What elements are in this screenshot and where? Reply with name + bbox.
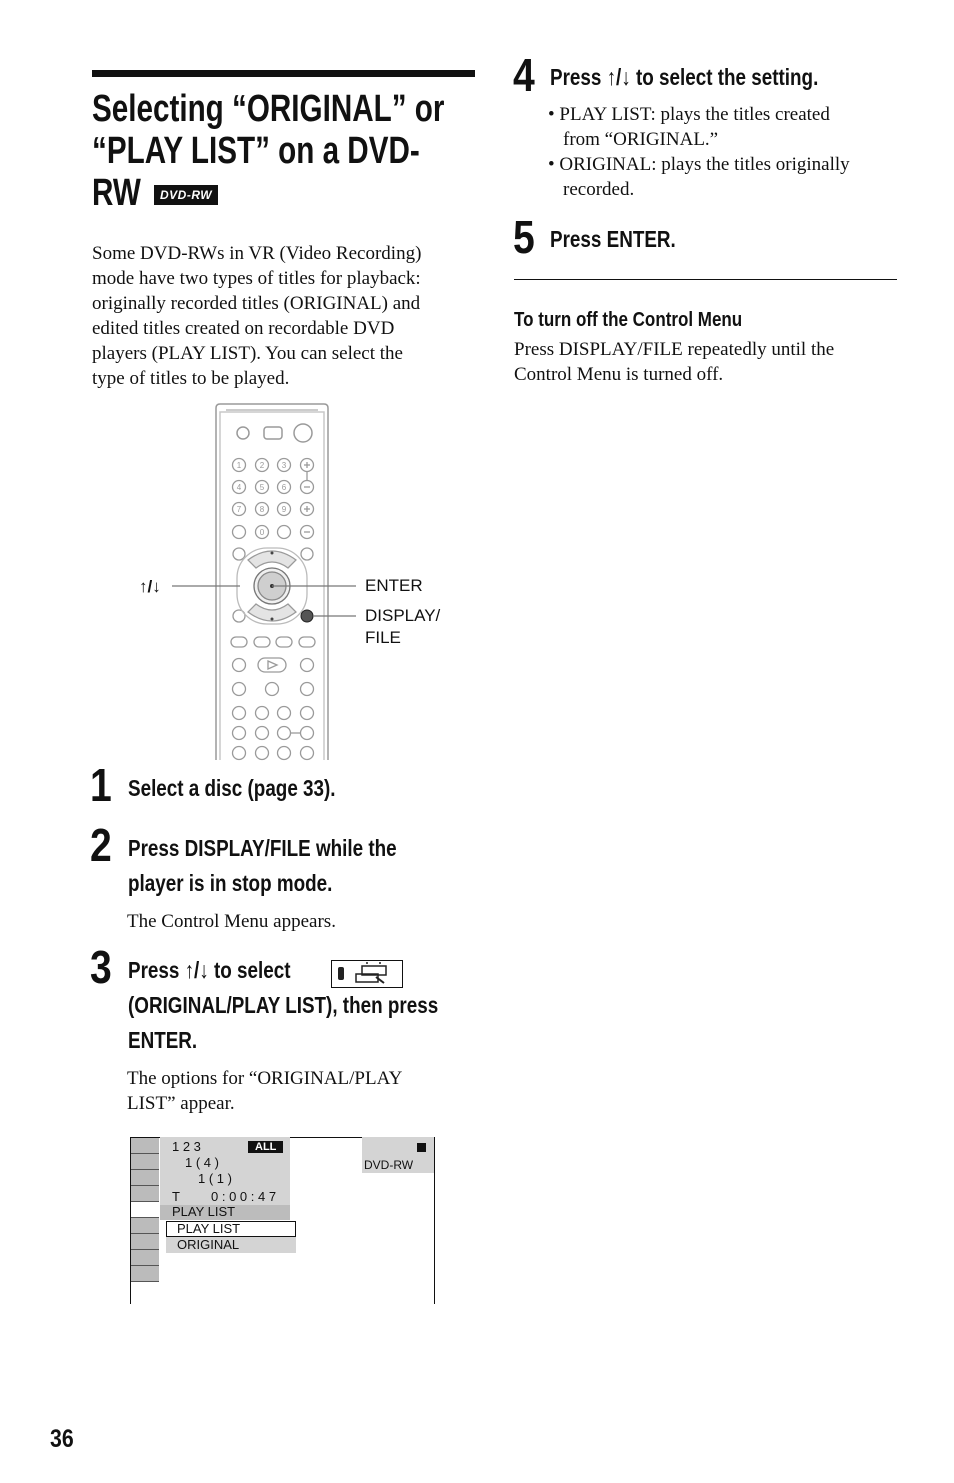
- step-2-line-1: Press DISPLAY/FILE while the: [128, 835, 397, 861]
- step-3-line-2: (ORIGINAL/PLAY LIST), then press: [128, 992, 439, 1018]
- step-4-bullets: [548, 102, 908, 202]
- step-1-number: 1: [90, 759, 112, 811]
- bullet-line: from “ORIGINAL.”: [563, 129, 719, 150]
- page-title-line-3: RW: [92, 172, 141, 214]
- display-label-line: DISPLAY/: [365, 606, 441, 625]
- digit-label: 5: [259, 483, 265, 492]
- step-5-text: Press ENTER.: [550, 226, 676, 252]
- page-title-line-2: “PLAY LIST” on a DVD-: [92, 130, 420, 172]
- osd-option-play-list[interactable]: PLAY LIST: [166, 1221, 296, 1237]
- step-3-line-3: ENTER.: [128, 1027, 198, 1053]
- digit-label: 2: [259, 461, 265, 470]
- step-3-note: [127, 1066, 402, 1116]
- digit-label: 7: [236, 505, 242, 514]
- digit-label: 8: [259, 505, 265, 514]
- turn-off-heading: To turn off the Control Menu: [514, 309, 743, 331]
- step-5-number: 5: [513, 211, 535, 263]
- intro-line: mode have two types of titles for playback:: [92, 268, 421, 289]
- digit-label: 0: [259, 528, 265, 537]
- page-number: 36: [50, 1425, 74, 1453]
- digit-label: 6: [281, 483, 287, 492]
- digit-label: 3: [281, 461, 287, 470]
- turn-off-text: [514, 337, 904, 387]
- osd-row-4a: T: [172, 1189, 180, 1204]
- step-3-line-1: Press ↑/↓ to select: [128, 957, 291, 983]
- turn-off-line: Press DISPLAY/FILE repeatedly until the: [514, 339, 835, 360]
- intro-line: Some DVD-RWs in VR (Video Recording): [92, 243, 422, 264]
- bullet-line: • ORIGINAL: plays the titles originally: [548, 154, 850, 175]
- digit-label: 1: [236, 461, 242, 470]
- bullet-line: • PLAY LIST: plays the titles created: [548, 104, 830, 125]
- page-title-line-1: Selecting “ORIGINAL” or: [92, 88, 445, 130]
- step-4-text: Press ↑/↓ to select the setting.: [550, 64, 819, 90]
- turn-off-line: Control Menu is turned off.: [514, 364, 724, 385]
- intro-line: type of titles to be played.: [92, 368, 290, 389]
- intro-line: players (PLAY LIST). You can select the: [92, 343, 403, 364]
- step-2-line-2: player is in stop mode.: [128, 870, 333, 896]
- title-bar: [92, 70, 475, 77]
- arrows-label: ↑/↓: [139, 577, 161, 596]
- stop-icon: [417, 1143, 426, 1152]
- dvd-rw-badge: [154, 186, 218, 204]
- menu-icon-column: [131, 1138, 159, 1288]
- osd-disc-type: DVD-RW: [364, 1158, 414, 1172]
- intro-line: edited titles created on recordable DVD: [92, 318, 395, 339]
- osd-row-3: 1 ( 1 ): [198, 1171, 232, 1186]
- step-3-note-line: LIST” appear.: [127, 1093, 235, 1114]
- display-label: [365, 605, 440, 649]
- osd-row-1: 1 2 3: [172, 1139, 201, 1154]
- osd-time: 0 : 0 0 : 4 7: [211, 1189, 277, 1204]
- step-2-number: 2: [90, 819, 112, 871]
- control-menu-display: [130, 1137, 435, 1304]
- osd-row-2: 1 ( 4 ): [185, 1155, 219, 1170]
- step-1-text: Select a disc (page 33).: [128, 775, 336, 801]
- digit-label: 9: [281, 505, 287, 514]
- step-2-note: The Control Menu appears.: [127, 911, 336, 932]
- digit-label: 4: [236, 483, 242, 492]
- bullet-line: recorded.: [563, 179, 635, 200]
- step-3-number: 3: [90, 941, 112, 993]
- intro-line: originally recorded titles (ORIGINAL) and: [92, 293, 421, 314]
- step-4-number: 4: [513, 49, 535, 101]
- osd-option-original[interactable]: ORIGINAL: [166, 1237, 296, 1253]
- original-playlist-icon: [331, 960, 403, 988]
- osd-row-5: PLAY LIST: [172, 1204, 236, 1219]
- dvd-rw-badge-text: DVD-RW: [154, 185, 218, 205]
- enter-label: ENTER: [365, 576, 423, 595]
- section-divider: [514, 279, 897, 280]
- step-3-note-line: The options for “ORIGINAL/PLAY: [127, 1068, 403, 1089]
- display-label-line: FILE: [365, 628, 401, 647]
- intro-paragraph: [92, 241, 482, 391]
- osd-all-badge: ALL: [248, 1141, 283, 1153]
